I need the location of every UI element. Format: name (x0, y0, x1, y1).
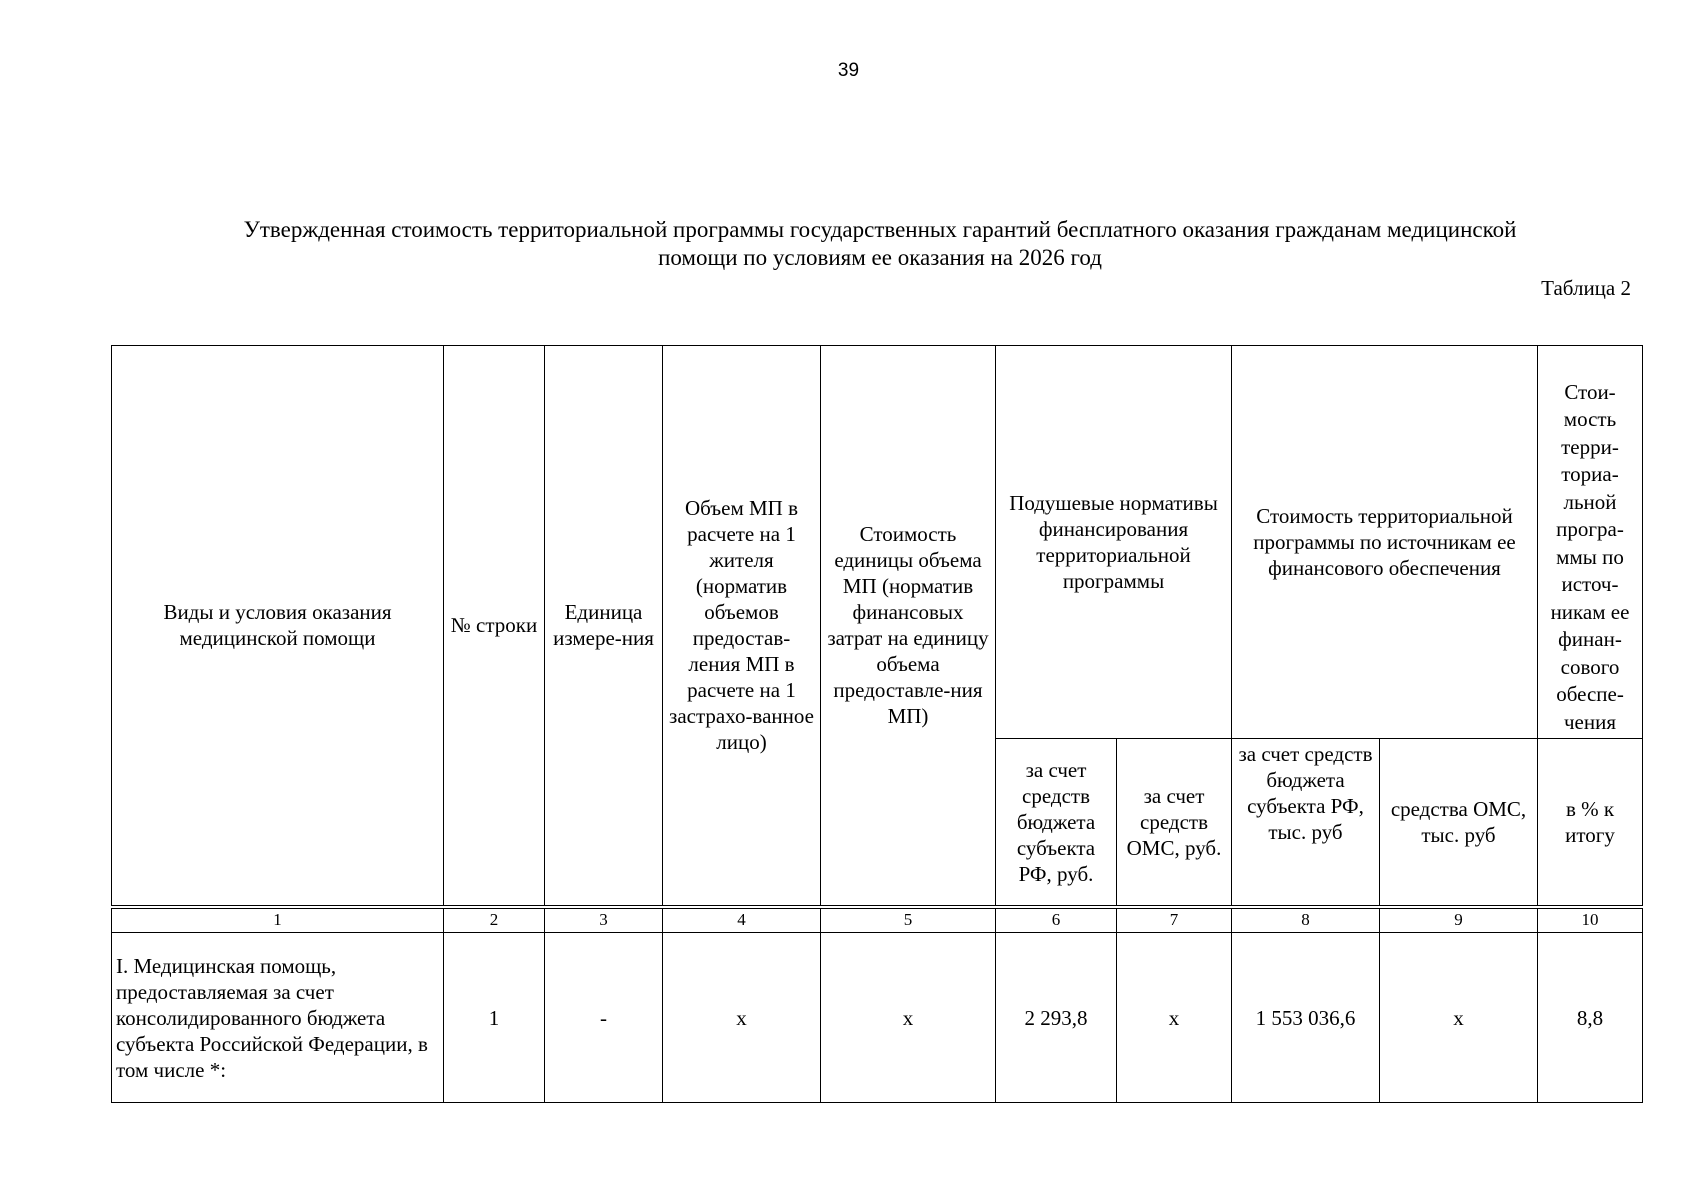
column-number: 10 (1538, 907, 1643, 933)
row-oms-per-capita: х (1117, 933, 1232, 1103)
page-number: 39 (837, 60, 860, 81)
header-oms-per-capita: за счет средств ОМС, руб. (1117, 739, 1232, 907)
table-label: Таблица 2 (1541, 276, 1631, 300)
row-line-number: 1 (444, 933, 545, 1103)
header-row-1 (112, 346, 1643, 739)
header-volume: Объем МП в расчете на 1 жителя (норматив объемов предостав-ления МП в расчете на 1 застрахо-ванное лицо) (663, 346, 821, 907)
title-line-2: помощи по условиям ее оказания на 2026 год (658, 245, 1102, 270)
header-unit-cost: Стоимость единицы объема МП (норматив финансовых затрат на единицу объема предоставле-ния МП) (821, 346, 996, 907)
column-number: 5 (821, 907, 996, 933)
header-oms-total: средства ОМС, тыс. руб (1380, 739, 1538, 907)
header-unit: Единица измере-ния (545, 346, 663, 907)
row-oms-total: х (1380, 933, 1538, 1103)
row-percent: 8,8 (1538, 933, 1643, 1103)
row-care-type: I. Медицинская помощь, предоставляемая за счет консолидированного бюджета субъекта Российской Федерации, в том числе *: (112, 933, 444, 1103)
header-cost-share: Стои-мость терри-ториа-льной програ-ммы по источ-никам ее финан-сового обеспе-чения (1538, 346, 1643, 739)
column-number-row (112, 907, 1643, 933)
column-number: 1 (112, 907, 444, 933)
column-number: 8 (1232, 907, 1380, 933)
header-program-cost: Стоимость территориальной программы по источникам ее финансового обеспечения (1232, 346, 1538, 739)
header-budget-per-capita: за счет средств бюджета субъекта РФ, руб. (996, 739, 1117, 907)
row-unit-cost: х (821, 933, 996, 1103)
title-line-1: Утвержденная стоимость территориальной программы государственных гарантий бесплатного оказания гражданам медицинской (243, 217, 1517, 242)
column-number: 2 (444, 907, 545, 933)
header-line-number: № строки (444, 346, 545, 907)
row-budget-per-capita: 2 293,8 (996, 933, 1117, 1103)
column-number: 6 (996, 907, 1117, 933)
table-row (112, 933, 1643, 1103)
cost-table (111, 345, 1643, 1103)
header-type-of-care: Виды и условия оказания медицинской помощи (112, 346, 444, 907)
column-number: 7 (1117, 907, 1232, 933)
header-budget-total: за счет средств бюджета субъекта РФ, тыс. руб (1232, 739, 1380, 907)
row-unit: - (545, 933, 663, 1103)
column-number: 3 (545, 907, 663, 933)
column-number: 4 (663, 907, 821, 933)
document-title (120, 216, 1640, 272)
row-volume: х (663, 933, 821, 1103)
header-percent: в % к итогу (1538, 739, 1643, 907)
row-budget-total: 1 553 036,6 (1232, 933, 1380, 1103)
column-number: 9 (1380, 907, 1538, 933)
header-per-capita-norms: Подушевые нормативы финансирования территориальной программы (996, 346, 1232, 739)
